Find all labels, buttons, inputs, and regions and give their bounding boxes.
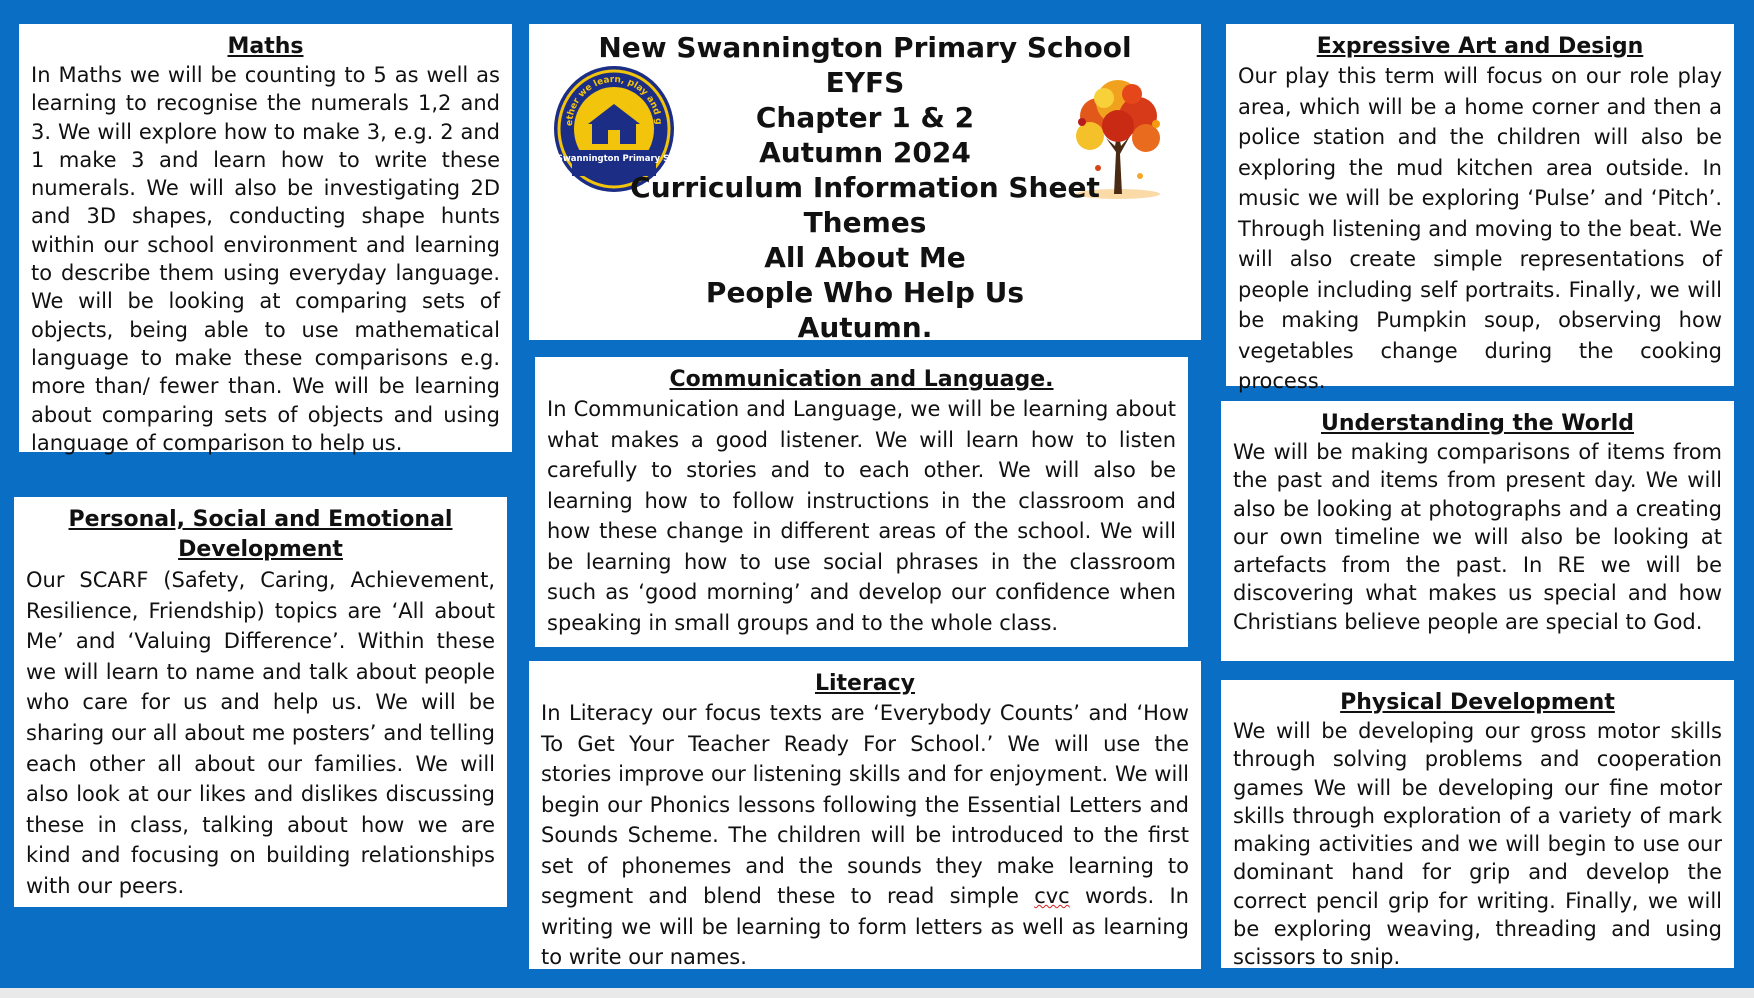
theme-autumn: Autumn. [797, 311, 933, 344]
physical-development-panel [1221, 680, 1734, 968]
psed-panel [14, 497, 507, 907]
chapter-label: Chapter 1 & 2 [755, 101, 975, 134]
stage-label: EYFS [825, 66, 905, 99]
understanding-world-heading: Understanding the World [1320, 411, 1635, 436]
literacy-text [541, 698, 1189, 973]
physical-development-text: We will be developing our gross motor skills through solving problems and cooperation games We will be developing our fine motor skills through exploration of a variety of mark making activities and we will begin to use our dominant hand for grip and develop the correct pencil grip for writing. Finally, we will be exploring weaving, threading and using scissors to snip. [1233, 719, 1722, 970]
psed-heading: Personal, Social and Emotional Development [68, 507, 453, 562]
maths-heading: Maths [227, 34, 304, 59]
literacy-panel [529, 661, 1201, 969]
school-name: New Swannington Primary School [598, 31, 1132, 64]
expressive-arts-panel [1226, 24, 1734, 393]
logo-school-name: Swannington Primary Sc [556, 154, 675, 164]
psed-text: Our SCARF (Safety, Caring, Achievement, Resilience, Friendship) topics are ‘All about Me’ and ‘Valuing Difference’. Within these we will learn to name and talk about people who care for us and help us. We will be sharing our all about me posters’ and telling each other all about our families. We will also look at our likes and dislikes discussing these in class, talking about how we are kind and focusing on building relationships with our peers. [26, 568, 495, 898]
themes-heading: Themes [803, 206, 927, 239]
term-label: Autumn 2024 [759, 136, 971, 169]
cvc-word: cvc [1034, 884, 1070, 908]
understanding-world-text: We will be making comparisons of items from the past and items from present day. We will also be looking at photographs and a creating our own timeline we will also be looking at artefacts from the past. In RE we will be discovering what makes us special and how Christians believe people are special to God. [1233, 440, 1722, 634]
theme-people-who-help-us: People Who Help Us [705, 276, 1025, 309]
literacy-text-part: In Literacy our focus texts are ‘Everybody Counts’ and ‘How To Get Your Teacher Ready For School.’ We will use the stories improve our listening skills and for enjoyment. We will begin our Phonics lessons following the Essential Letters and Sounds Scheme. The children will be introduced to the first set of phonemes and the sounds they make learning to segment and blend these to read simple [541, 701, 1189, 908]
expressive-arts-text: Our play this term will focus on our role play area, which will be a home corner and then a police station and the children will also be exploring the mud kitchen area outside. In music we will be exploring ‘Pulse’ and ‘Pitch’. Through listening and moving to the beat. We will also create simple representations of people including self portraits. Finally, we will be making Pumpkin soup, observing how vegetables change during the cooking process. [1238, 64, 1722, 393]
communication-panel [535, 357, 1188, 647]
literacy-heading: Literacy [814, 671, 916, 696]
understanding-world-panel [1221, 401, 1734, 661]
title-panel [529, 24, 1201, 344]
literacy-text-part: words. In writing we will be learning to form letters as well as learning to write our names. [541, 884, 1189, 969]
logo-motto: ether we learn, play and g [564, 74, 664, 127]
physical-development-heading: Physical Development [1340, 690, 1615, 715]
sheet-title: Curriculum Information Sheet [630, 171, 1100, 204]
communication-text: In Communication and Language, we will be learning about what makes a good listener. We will learn how to listen carefully to stories and to each other. We will also be learning how to follow instructions in the classroom and how these change in different areas of the school. We will be learning how to use social phrases in the classroom such as ‘good morning’ and develop our confidence when speaking in small groups and to the whole class. [547, 397, 1176, 635]
theme-all-about-me: All About Me [764, 241, 966, 274]
maths-panel [19, 24, 512, 455]
communication-heading: Communication and Language. [669, 367, 1054, 392]
title-text [539, 30, 1191, 345]
maths-text: In Maths we will be counting to 5 as well as learning to recognise the numerals 1,2 and 3. We will explore how to make 3, e.g. 2 and 1 make 3 and learn how to write these numerals. We will also be investigating 2D and 3D shapes, conducting shape hunts within our school environment and learning to describe them using everyday language. We will be looking at comparing sets of objects, being able to use mathematical language to make these comparisons e.g. more than/ fewer than. We will be learning about comparing sets of objects and using language of comparison to help us. [31, 63, 500, 455]
expressive-arts-heading: Expressive Art and Design [1316, 34, 1644, 59]
